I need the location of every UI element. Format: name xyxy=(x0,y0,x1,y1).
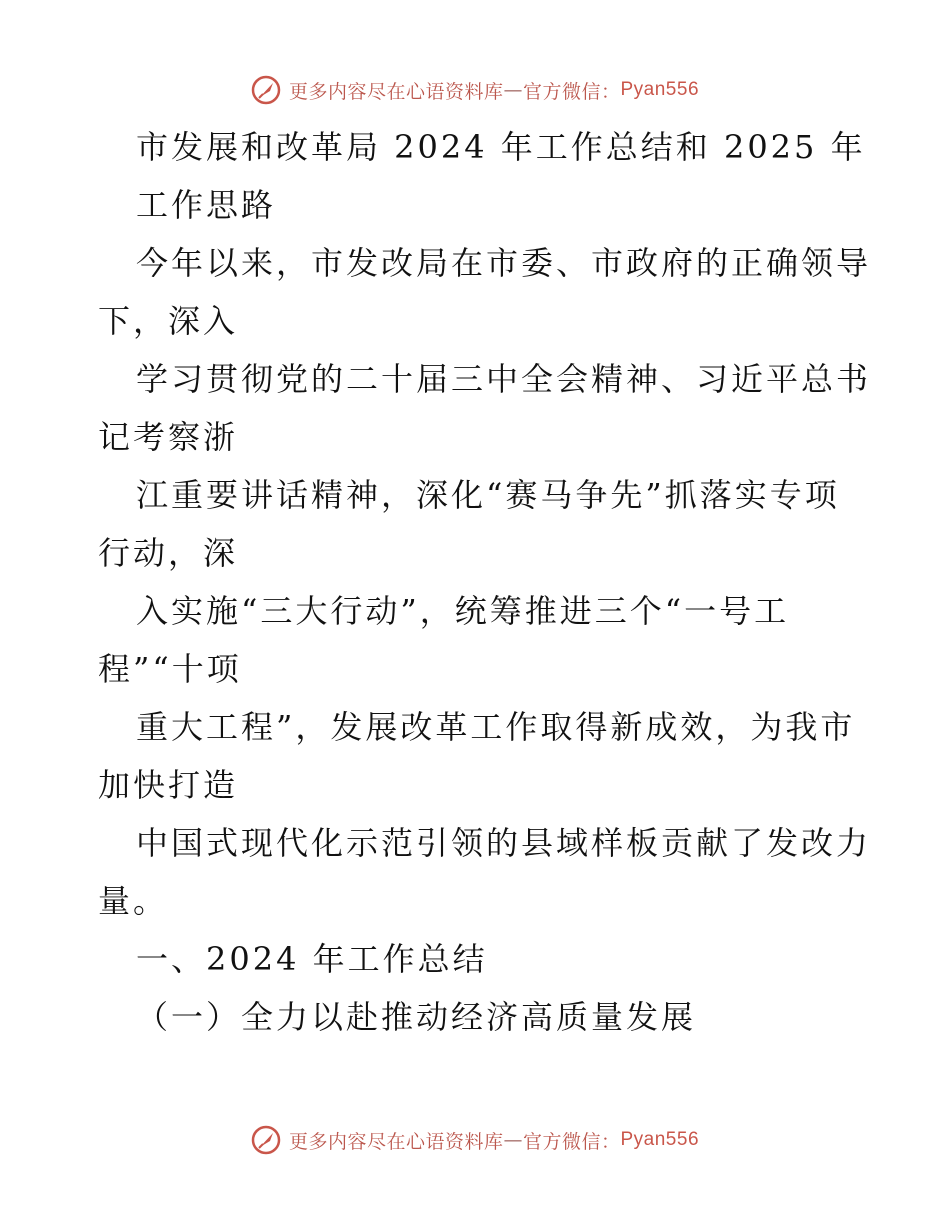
quill-logo-icon xyxy=(251,1125,281,1155)
document-line: 今年以来，市发改局在市委、市政府的正确领导 xyxy=(136,244,872,282)
watermark-wechat-label: 官方微信： xyxy=(522,80,621,103)
watermark-site-text: 更多内容尽在心语资料库 xyxy=(288,80,504,103)
watermark-header xyxy=(0,70,950,110)
document-body xyxy=(98,124,872,1052)
document-line: 记考察浙 xyxy=(98,418,239,456)
document-line: 下，深入 xyxy=(98,302,239,340)
watermark-site-text: 更多内容尽在心语资料库 xyxy=(288,1130,504,1153)
document-line: 入实施“三大行动”，统筹推进三个“一号工 xyxy=(136,592,790,630)
document-line: 行动，深 xyxy=(98,534,239,572)
watermark-wechat-id: Pyan556 xyxy=(620,79,700,100)
subsection-heading: （一）全力以赴推动经济高质量发展 xyxy=(136,998,697,1036)
watermark-footer xyxy=(0,1120,950,1160)
document-line: 江重要讲话精神，深化“赛马争先”抓落实专项 xyxy=(136,476,840,514)
document-line: 工作思路 xyxy=(136,186,277,224)
document-line: 中国式现代化示范引领的县域样板贡献了发改力 xyxy=(136,824,872,862)
document-line: 市发展和改革局 2024 年工作总结和 2025 年 xyxy=(136,128,866,166)
document-line: 重大工程”，发展改革工作取得新成效，为我市 xyxy=(136,708,856,746)
quill-logo-icon xyxy=(251,75,281,105)
watermark-separator: — xyxy=(503,1129,523,1151)
watermark-wechat-id: Pyan556 xyxy=(620,1129,700,1150)
section-heading: 一、2024 年工作总结 xyxy=(136,940,488,978)
watermark-wechat-label: 官方微信： xyxy=(522,1130,621,1153)
document-line: 学习贯彻党的二十届三中全会精神、习近平总书 xyxy=(136,360,872,398)
document-line: 程”“十项 xyxy=(98,650,242,688)
document-line: 加快打造 xyxy=(98,766,239,804)
document-line: 量。 xyxy=(98,882,169,920)
watermark-separator: — xyxy=(503,79,523,101)
